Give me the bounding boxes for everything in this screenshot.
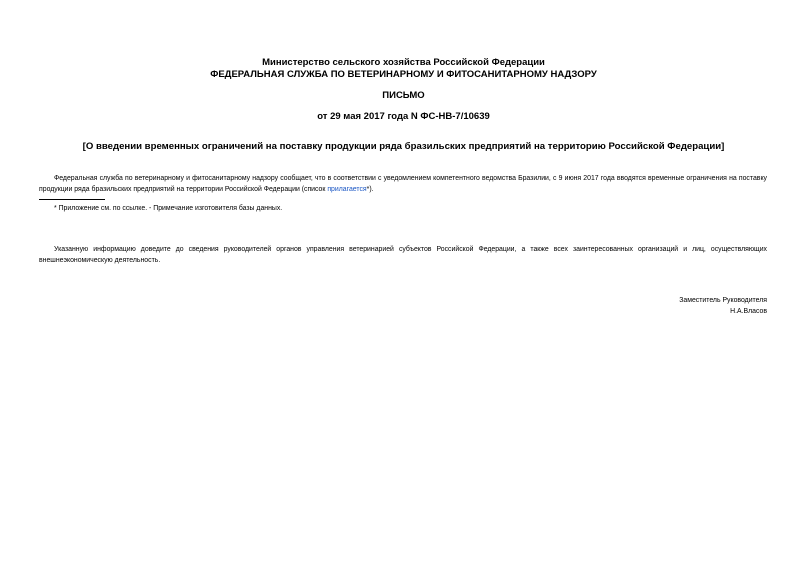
document-subject: [О введении временных ограничений на поставку продукции ряда бразильских предприятий на территорию Российской Федерации] — [82, 141, 725, 152]
document-date-number: от 29 мая 2017 года N ФС-НВ-7/10639 — [317, 111, 490, 122]
paragraph-restrictions-text: Федеральная служба по ветеринарному и фитосанитарному надзору сообщает, что в соответствии с уведомлением компетентного ведомства Бразилии, с 9 июня 2017 года вводятся временные ограничения на поставку продукции ряда бразильских предприятий на территории Российской Федерации (список — [39, 175, 767, 193]
ministry-title: Министерство сельского хозяйства Российской Федерации — [262, 57, 545, 68]
paragraph-restrictions-end: *). — [366, 186, 374, 193]
attachment-link[interactable]: прилагается — [327, 186, 367, 193]
footnote-text: * Приложение см. по ссылке. - Примечание изготовителя базы данных. — [54, 205, 283, 212]
footnote-divider — [39, 199, 105, 200]
service-title: ФЕДЕРАЛЬНАЯ СЛУЖБА ПО ВЕТЕРИНАРНОМУ И ФИТОСАНИТАРНОМУ НАДЗОРУ — [210, 69, 597, 80]
signature-position: Заместитель Руководителя — [679, 297, 767, 304]
signature-name: Н.А.Власов — [730, 308, 767, 315]
document-type: ПИСЬМО — [382, 90, 425, 101]
paragraph-restrictions — [39, 173, 767, 195]
paragraph-instructions: Указанную информацию доведите до сведения руководителей органов управления ветеринарией субъектов Российской Федерации, а также всех заинтересованных организаций и лиц, осуществляющих внешнеэкономическую деятельность. — [39, 246, 767, 264]
